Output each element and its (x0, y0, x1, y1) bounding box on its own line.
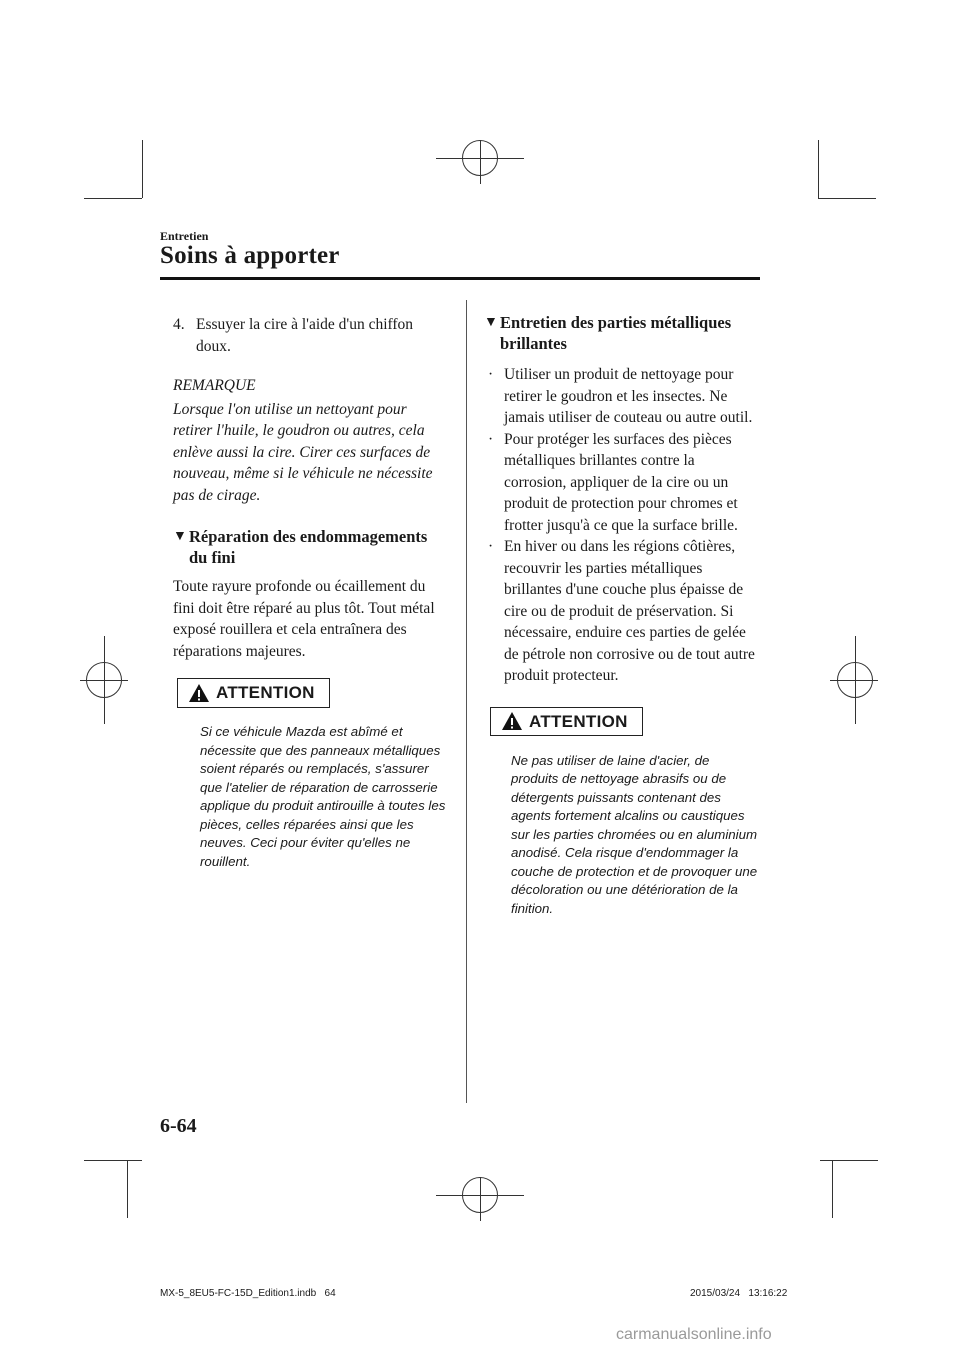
left-column (173, 300, 448, 871)
title-rule (160, 277, 760, 280)
warning-icon (188, 683, 210, 703)
note-text: Lorsque l'on utilise un nettoyant pour retirer l'huile, le goudron ou autres, cela enlève aussi la cire. Cirer ces surfaces de nouveau, même si le véhicule ne nécessite pas de cirage. (173, 400, 433, 504)
attention-label: ATTENTION (216, 683, 315, 702)
section-heading-text: Réparation des endommagements du fini (189, 527, 428, 567)
attention-box (490, 707, 643, 737)
attention-box (177, 678, 330, 708)
list-item: · Utiliser un produit de nettoyage pour retirer le goudron et les insectes. Ne jamais utiliser de couteau ou autre outil. (484, 364, 760, 429)
bullet-list (484, 364, 760, 687)
note-title: REMARQUE (173, 377, 256, 394)
step-number: 4. (173, 316, 185, 333)
page-number: 6-64 (160, 1115, 197, 1137)
section-heading-text: Entretien des parties métalliques brillantes (500, 313, 732, 353)
list-item: · En hiver ou dans les régions côtières, recouvrir les parties métalliques brillantes d'une couche plus épaisse de cire ou de produit de préservation. Si nécessaire, enduire ces parties de gelée de pétrole non corrosive ou de tout autre produit protecteur. (484, 536, 760, 687)
step-text: Essuyer la cire à l'aide d'un chiffon doux. (196, 316, 414, 355)
bullet-icon: · (488, 430, 494, 448)
right-column (484, 312, 760, 918)
step-item (173, 314, 448, 357)
watermark: carmanualsonline.info (616, 1326, 772, 1343)
section-heading-metal-care (484, 312, 760, 354)
section-label: Entretien (160, 229, 209, 243)
attention-text: Si ce véhicule Mazda est abîmé et nécessite que des panneaux métalliques soient réparés ou remplacés, s'assurer que l'atelier de réparation de carrosserie applique du produit antirouille à toutes les pièces, celles réparées ainsi que les neuves. Ceci pour éviter qu'elles ne rouillent. (200, 724, 446, 869)
triangle-down-icon: ▼ (173, 529, 187, 544)
attention-header (484, 707, 760, 738)
section-heading-finish-repair (173, 526, 448, 568)
column-divider (466, 300, 467, 1103)
triangle-down-icon: ▼ (484, 315, 498, 330)
attention-text: Ne pas utiliser de laine d'acier, de produits de nettoyage abrasifs ou de détergents puissants contenant des agents fortement alcalins ou caustiques sur les parties chromées ou en aluminium anodisé. Cela risque d'endommager la couche de protection et de provoquer une décoloration ou une détérioration de la finition. (511, 752, 758, 916)
bullet-icon: · (488, 538, 494, 555)
section-body: Toute rayure profonde ou écaillement du fini doit être réparé au plus tôt. Tout métal exposé rouillera et cela entraînera des réparations majeures. (173, 578, 435, 660)
bullet-icon: · (488, 366, 494, 383)
attention-header (173, 678, 448, 709)
list-item: · Pour protéger les surfaces des pièces métalliques brillantes contre la corrosion, appliquer de la cire ou un produit de protection pour chromes et frotter jusqu'à ce que la surface brille. (484, 429, 760, 537)
footer-file-info: MX-5_8EU5-FC-15D_Edition1.indb 64 (160, 1288, 336, 1299)
footer-timestamp: 2015/03/24 13:16:22 (690, 1288, 788, 1299)
warning-icon (501, 711, 523, 731)
attention-label: ATTENTION (529, 711, 628, 731)
page-title: Soins à apporter (160, 242, 340, 269)
